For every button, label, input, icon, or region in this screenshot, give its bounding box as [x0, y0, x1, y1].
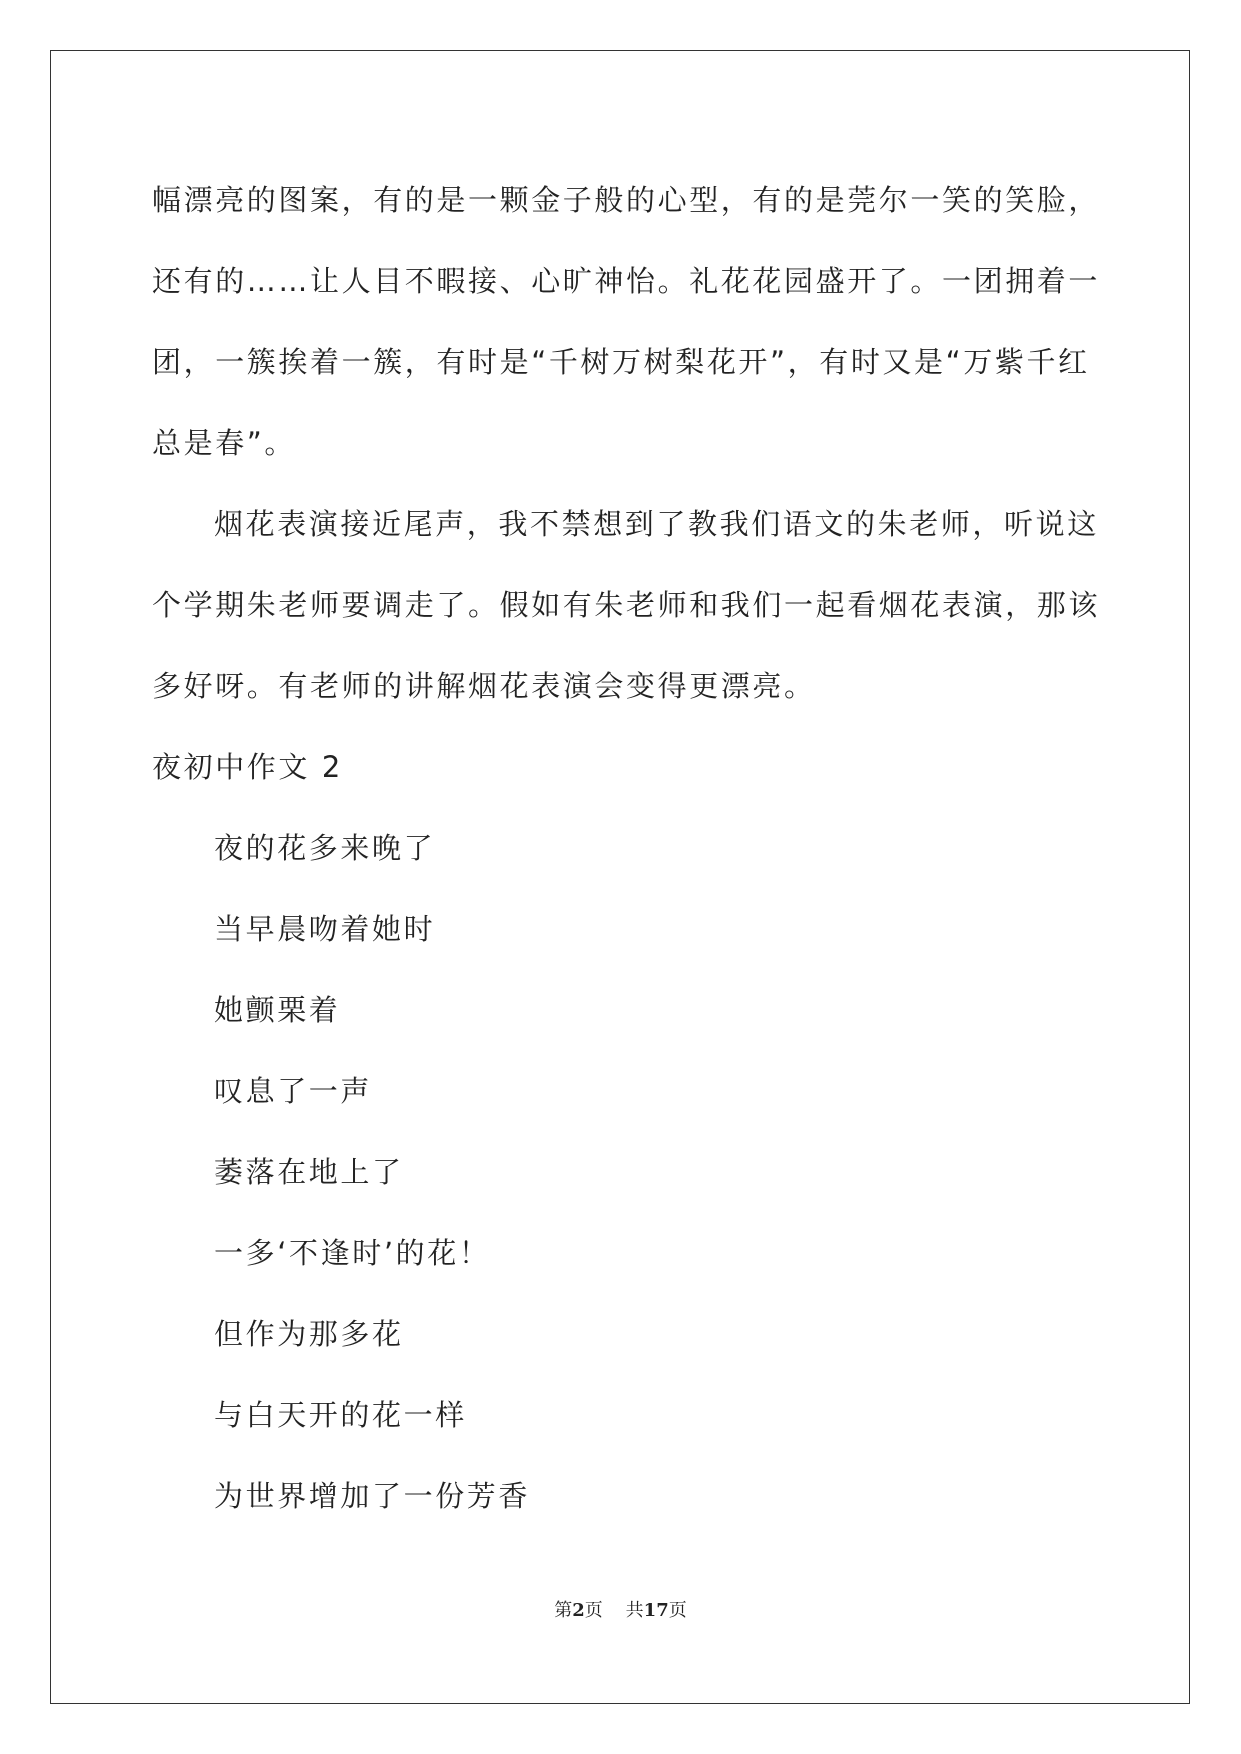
paragraph-line: 总是春”。 [152, 426, 297, 460]
footer-page-suffix: 页 [584, 1600, 603, 1621]
poem-line: 但作为那多花 [214, 1317, 404, 1351]
section-title: 夜初中作文 2 [152, 750, 343, 784]
paragraph-line: 团，一簇挨着一簇，有时是“千树万树梨花开”，有时又是“万紫千红 [152, 345, 1090, 379]
poem-line: 当早晨吻着她时 [214, 912, 436, 946]
paragraph-line: 多好呀。有老师的讲解烟花表演会变得更漂亮。 [152, 669, 816, 703]
paragraph-line: 幅漂亮的图案，有的是一颗金子般的心型，有的是莞尔一笑的笑脸， [152, 183, 1101, 217]
document-body [152, 160, 1101, 1537]
footer-prefix: 第 [554, 1600, 573, 1621]
poem-line: 她颤栗着 [214, 993, 341, 1027]
paragraph-line: 还有的……让人目不暇接、心旷神怡。礼花花园盛开了。一团拥着一 [152, 264, 1101, 298]
poem-line: 一多‘不逢时’的花！ [214, 1236, 491, 1270]
poem-line: 夜的花多来晚了 [214, 831, 436, 865]
poem-line: 与白天开的花一样 [214, 1398, 467, 1432]
footer-total-prefix: 共 [625, 1600, 644, 1621]
paragraph-1 [152, 160, 1101, 484]
footer-total-suffix: 页 [668, 1600, 687, 1621]
page-footer [0, 1596, 1241, 1622]
poem [152, 808, 1092, 1537]
total-pages: 17 [643, 1600, 669, 1621]
paragraph-line: 烟花表演接近尾声，我不禁想到了教我们语文的朱老师，听说这 [214, 507, 1099, 541]
poem-line: 叹息了一声 [214, 1074, 373, 1108]
paragraph-line: 个学期朱老师要调走了。假如有朱老师和我们一起看烟花表演，那该 [152, 588, 1101, 622]
poem-line: 萎落在地上了 [214, 1155, 404, 1189]
poem-line: 为世界增加了一份芳香 [214, 1479, 531, 1513]
paragraph-2 [152, 484, 1101, 727]
page-number: 2 [572, 1600, 585, 1621]
